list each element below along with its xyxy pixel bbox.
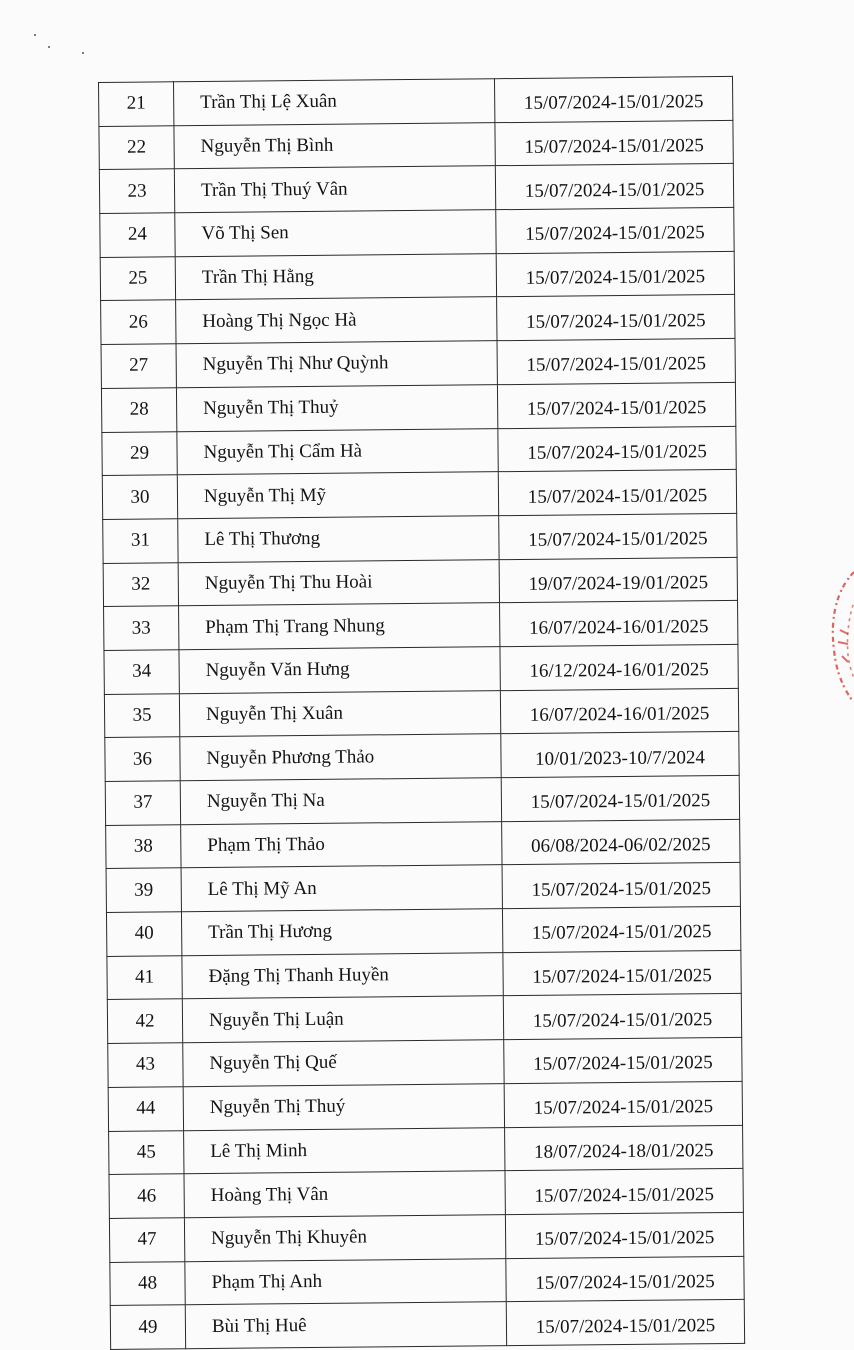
- employee-name: Võ Thị Sen: [175, 210, 496, 257]
- row-number: 45: [109, 1130, 184, 1174]
- table-row: [99, 164, 733, 214]
- employee-name: Nguyễn Thị Mỹ: [177, 472, 498, 519]
- contract-period: 10/01/2023-10/7/2024: [501, 732, 739, 778]
- contract-period: 15/07/2024-15/01/2025: [504, 1081, 742, 1127]
- table-row: [104, 601, 738, 651]
- staff-table-body: [99, 76, 745, 1349]
- row-number: 32: [103, 562, 178, 606]
- row-number: 35: [104, 693, 179, 737]
- contract-period: 15/07/2024-15/01/2025: [505, 1169, 743, 1215]
- row-number: 48: [110, 1261, 185, 1305]
- contract-period: 16/07/2024-16/01/2025: [500, 601, 738, 647]
- row-number: 41: [107, 955, 182, 999]
- employee-name: Hoàng Thị Vân: [184, 1171, 505, 1218]
- contract-period: 15/07/2024-15/01/2025: [495, 164, 733, 210]
- contract-period: 15/07/2024-15/01/2025: [504, 1037, 742, 1083]
- contract-period: 16/07/2024-16/01/2025: [500, 688, 738, 734]
- employee-name: Nguyễn Thị Cẩm Hà: [177, 428, 498, 475]
- table-row: [100, 251, 734, 301]
- row-number: 23: [99, 169, 174, 213]
- row-number: 37: [105, 781, 180, 825]
- red-seal-stamp: [826, 560, 854, 710]
- contract-period: 18/07/2024-18/01/2025: [505, 1125, 743, 1171]
- table-row: [104, 644, 738, 694]
- employee-name: Nguyễn Phương Thảo: [180, 734, 501, 781]
- row-number: 46: [109, 1174, 184, 1218]
- row-number: 31: [103, 519, 178, 563]
- employee-name: Nguyễn Thị Thu Hoài: [178, 559, 499, 606]
- contract-period: 15/07/2024-15/01/2025: [505, 1212, 743, 1258]
- employee-name: Phạm Thị Trang Nhung: [179, 603, 500, 650]
- table-row: [108, 1037, 742, 1087]
- table-row: [99, 120, 733, 170]
- employee-name: Nguyễn Thị Như Quỳnh: [176, 341, 497, 388]
- employee-name: Nguyễn Văn Hưng: [179, 647, 500, 694]
- employee-name: Trần Thị Lệ Xuân: [174, 79, 495, 126]
- table-row: [104, 688, 738, 738]
- contract-period: 15/07/2024-15/01/2025: [498, 426, 736, 472]
- employee-name: Trần Thị Hương: [181, 909, 502, 956]
- table-row: [103, 513, 737, 563]
- row-number: 30: [102, 475, 177, 519]
- employee-name: Nguyễn Thị Thuỷ: [176, 384, 497, 431]
- table-row: [105, 732, 739, 782]
- employee-name: Nguyễn Thị Quế: [183, 1040, 504, 1087]
- employee-name: Nguyễn Thị Bình: [174, 122, 495, 169]
- table-row: [103, 557, 737, 607]
- contract-period: 19/07/2024-19/01/2025: [499, 557, 737, 603]
- table-row: [109, 1125, 743, 1175]
- table-row: [107, 994, 741, 1044]
- row-number: 22: [99, 125, 174, 169]
- contract-period: 06/08/2024-06/02/2025: [502, 819, 740, 865]
- contract-period: 15/07/2024-15/01/2025: [497, 382, 735, 428]
- scan-speckles: [30, 30, 90, 60]
- employee-name: Phạm Thị Anh: [185, 1258, 506, 1305]
- employee-name: Phạm Thị Thảo: [181, 821, 502, 868]
- contract-period: 15/07/2024-15/01/2025: [494, 76, 732, 122]
- employee-name: Nguyễn Thị Luận: [182, 996, 503, 1043]
- employee-name: Nguyễn Thị Na: [180, 778, 501, 825]
- contract-period: 15/07/2024-15/01/2025: [496, 251, 734, 297]
- row-number: 36: [105, 737, 180, 781]
- employee-name: Lê Thị Thương: [178, 516, 499, 563]
- table-row: [101, 382, 735, 432]
- table-row: [106, 906, 740, 956]
- row-number: 43: [108, 1043, 183, 1087]
- contract-period: 15/07/2024-15/01/2025: [496, 207, 734, 253]
- row-number: 25: [100, 257, 175, 301]
- employee-name: Trần Thị Hằng: [175, 253, 496, 300]
- row-number: 42: [107, 999, 182, 1043]
- row-number: 34: [104, 650, 179, 694]
- row-number: 21: [99, 82, 174, 126]
- contract-period: 15/07/2024-15/01/2025: [506, 1256, 744, 1302]
- contract-period: 15/07/2024-15/01/2025: [503, 950, 741, 996]
- contract-period: 15/07/2024-15/01/2025: [503, 994, 741, 1040]
- table-row: [107, 950, 741, 1000]
- contract-period: 15/07/2024-15/01/2025: [506, 1300, 744, 1346]
- row-number: 40: [106, 912, 181, 956]
- table-row: [102, 426, 736, 476]
- row-number: 24: [100, 213, 175, 257]
- employee-name: Đặng Thị Thanh Huyền: [182, 952, 503, 999]
- contract-period: 15/07/2024-15/01/2025: [497, 339, 735, 385]
- employee-name: Hoàng Thị Ngọc Hà: [176, 297, 497, 344]
- contract-period: 15/07/2024-15/01/2025: [495, 120, 733, 166]
- row-number: 39: [106, 868, 181, 912]
- employee-name: Lê Thị Mỹ An: [181, 865, 502, 912]
- employee-name: Lê Thị Minh: [184, 1127, 505, 1174]
- row-number: 28: [101, 388, 176, 432]
- table-row: [102, 470, 736, 520]
- row-number: 26: [101, 300, 176, 344]
- table-row: [99, 76, 733, 126]
- row-number: 47: [109, 1218, 184, 1262]
- contract-period: 15/07/2024-15/01/2025: [498, 470, 736, 516]
- row-number: 49: [110, 1305, 185, 1349]
- table-row: [106, 863, 740, 913]
- table-row: [110, 1300, 744, 1350]
- row-number: 29: [102, 431, 177, 475]
- contract-period: 15/07/2024-15/01/2025: [501, 775, 739, 821]
- table-row: [109, 1169, 743, 1219]
- contract-period: 15/07/2024-15/01/2025: [502, 863, 740, 909]
- contract-period: 15/07/2024-15/01/2025: [497, 295, 735, 341]
- row-number: 27: [101, 344, 176, 388]
- employee-name: Bùi Thị Huê: [185, 1302, 506, 1349]
- row-number: 38: [106, 824, 181, 868]
- staff-table: [98, 76, 745, 1350]
- employee-name: Nguyễn Thị Xuân: [179, 690, 500, 737]
- table-row: [109, 1212, 743, 1262]
- employee-name: Nguyễn Thị Thuý: [183, 1083, 504, 1130]
- contract-period: 16/12/2024-16/01/2025: [500, 644, 738, 690]
- table-row: [100, 207, 734, 257]
- table-row: [101, 339, 735, 389]
- table-row: [108, 1081, 742, 1131]
- table-row: [105, 775, 739, 825]
- contract-period: 15/07/2024-15/01/2025: [499, 513, 737, 559]
- row-number: 44: [108, 1087, 183, 1131]
- table-row: [110, 1256, 744, 1306]
- employee-name: Trần Thị Thuý Vân: [174, 166, 495, 213]
- table-row: [101, 295, 735, 345]
- row-number: 33: [104, 606, 179, 650]
- contract-period: 15/07/2024-15/01/2025: [502, 906, 740, 952]
- table-row: [106, 819, 740, 869]
- employee-name: Nguyễn Thị Khuyên: [184, 1215, 505, 1262]
